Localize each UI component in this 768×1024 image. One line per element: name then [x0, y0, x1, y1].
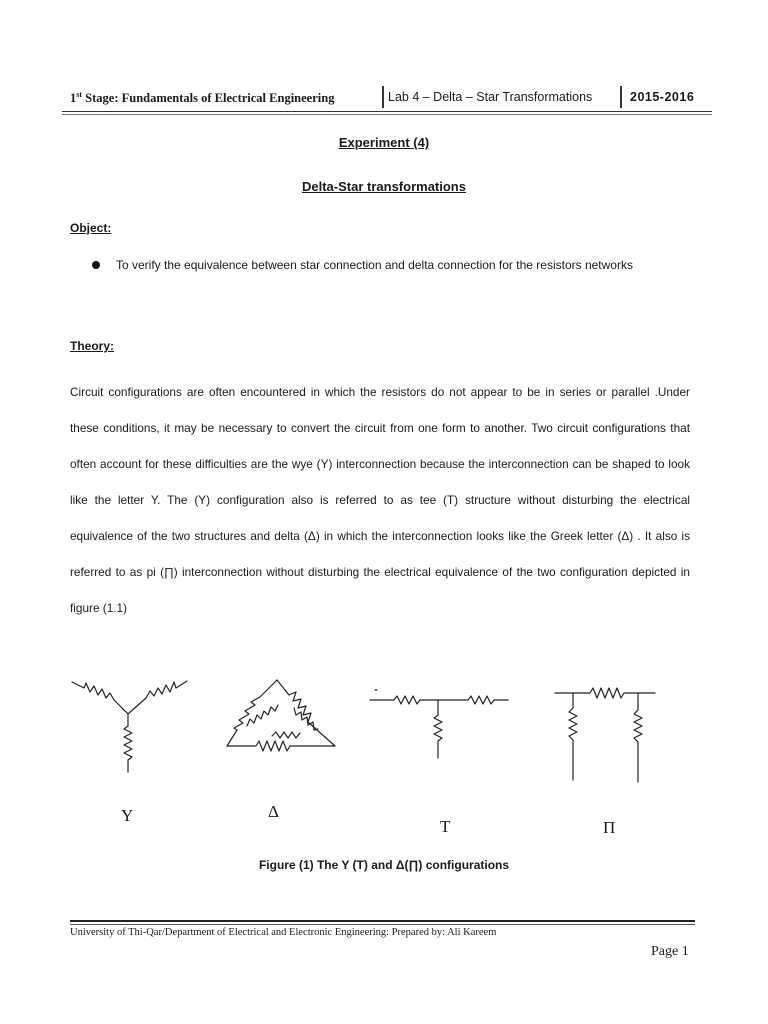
resistor-icon: [294, 708, 318, 730]
header-rule: [62, 111, 712, 112]
resistor-icon: [434, 700, 442, 758]
resistor-icon: [569, 693, 577, 780]
stage-text: Stage: Fundamentals of Electrical Engineering: [82, 91, 335, 106]
page-number: Page 1: [651, 944, 689, 959]
resistor-icon: [128, 681, 187, 714]
header-lab-title: Lab 4 – Delta – Star Transformations: [388, 90, 593, 104]
theory-heading: Theory:: [70, 339, 115, 353]
pi-network-diagram: [555, 688, 655, 782]
resistor-icon: [72, 682, 128, 714]
experiment-subject: Delta-Star transformations: [302, 179, 466, 194]
resistor-icon: [272, 732, 300, 738]
pi-label: Π: [603, 818, 616, 837]
delta-label: Δ: [268, 802, 279, 821]
resistor-icon: [227, 680, 277, 746]
header-course-title: [70, 90, 334, 106]
footer-rule: [70, 920, 695, 922]
delta-network-diagram: [227, 680, 335, 751]
tee-label: T: [440, 817, 451, 836]
footer-rule: [70, 924, 695, 925]
resistor-icon: [634, 693, 642, 782]
resistor-icon: [124, 714, 132, 772]
resistor-icon: [370, 696, 508, 704]
object-heading: Object:: [70, 221, 112, 235]
wye-network-diagram: [72, 681, 187, 772]
page-header: [70, 86, 700, 110]
figure-caption: Figure (1) The Y (T) and Δ(∏) configurations: [258, 858, 510, 872]
tee-network-diagram: [370, 690, 508, 758]
footer-institution: University of Thi-Qar/Department of Electrical and Electronic Engineering: Prepared by: Ali Kareem: [70, 927, 497, 938]
resistor-icon: [277, 680, 335, 746]
header-divider: [382, 86, 385, 108]
object-bullet-text: To verify the equivalence between star connection and delta connection for the resistors networks: [116, 258, 633, 272]
theory-paragraph: Circuit configurations are often encountered in which the resistors do not appear to be in series or parallel .Under these conditions, it may be necessary to convert the circuit from one form to another. Two circuit configurations that often account for these difficulties are the wye (Y) interconnection because the interconnection can be shaped to look like the letter Y. The (Y) configuration also is referred to as tee (T) structure without disturbing the electrical equivalence of the two structures and delta (Δ) in which the interconnection looks like the Greek letter (Δ) . It also is referred to as pi (∏) interconnection without disturbing the electrical equivalence of the two configuration depicted in figure (1.1): [70, 385, 690, 615]
bullet-icon: [92, 261, 100, 269]
experiment-title: Experiment (4): [338, 135, 430, 150]
header-divider: [620, 86, 623, 108]
stage-number: 1: [70, 91, 77, 106]
wye-label: Y: [121, 806, 134, 825]
header-year: 2015-2016: [630, 90, 695, 104]
header-rule: [62, 114, 712, 115]
stage-ordinal: st: [76, 90, 83, 99]
resistor-icon: [555, 688, 655, 698]
resistor-icon: [247, 705, 278, 726]
configurations-figure: [0, 660, 768, 860]
resistor-icon: [227, 741, 335, 751]
